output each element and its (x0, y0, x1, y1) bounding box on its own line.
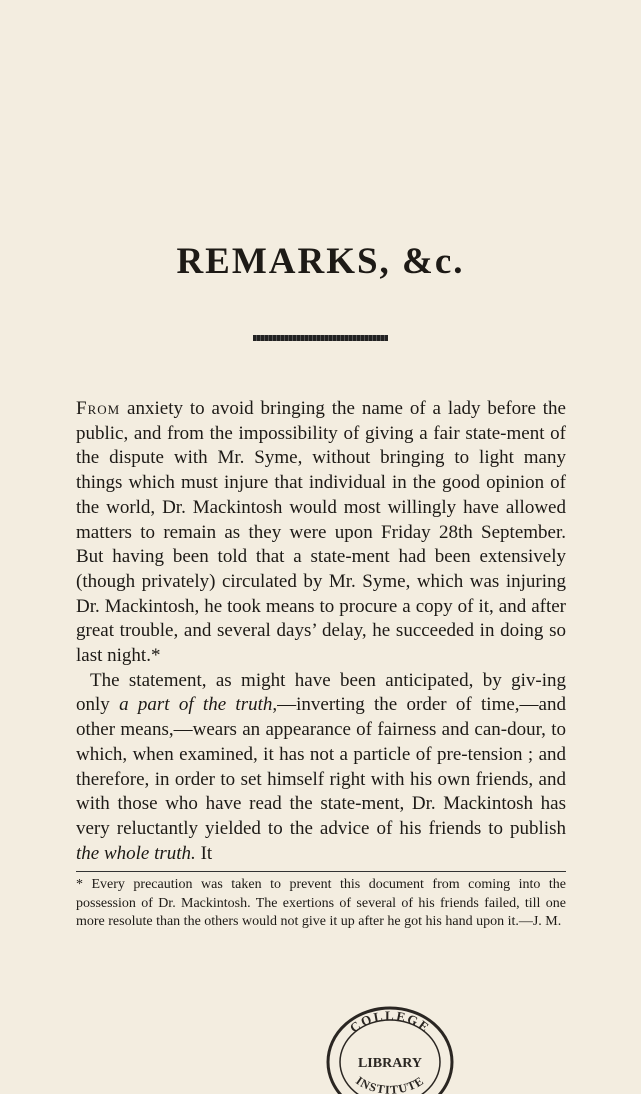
stamp-middle-text: LIBRARY (357, 1056, 423, 1071)
footnote-text: * Every precaution was taken to prevent this document from coming into the possession of Dr. Mackintosh. The exertions of several of his friends failed, till one more resolute than the others would not give it up after he got his hand upon it.—J. M. (76, 877, 566, 929)
svg-text:INSTITUTE (353, 1073, 426, 1094)
ornamental-rule (253, 335, 388, 341)
paragraph-2-text-b: ,—inverting the order of time,—and other means,—wears an appearance of fairness and can-dour, to which, when examined, it has not a particle of pre-tension ; and therefore, in order to set himself right with his own friends, and with those who have read the state-ment, Dr. Mackintosh has very reluctantly yielded to the advice of his friends to publish (76, 694, 566, 839)
paragraph-1-text: anxiety to avoid bringing the name of a lady before the public, and from the impossibility of giving a fair state-ment of the dispute with Mr. Syme, without bringing to light many things which must injure that individual in the good opinion of the world, Dr. Mackintosh would most willingly have allowed matters to remain as they were upon Friday 28th September. But having been told that a state-ment had been extensively (though privately) circulated by Mr. Syme, which was injuring Dr. Mackintosh, he took means to procure a copy of it, and after great trouble, and several days’ delay, he succeeded in doing so last night.* (76, 398, 566, 667)
svg-text:COLLEGE (347, 1008, 433, 1036)
paragraph-2-text-c: It (195, 842, 213, 864)
main-text (76, 397, 566, 866)
footnote (76, 876, 566, 932)
paragraph-2-text-a: The statement, as might have been anticipated, by giv-ing only (76, 669, 566, 716)
footnote-rule (76, 871, 566, 872)
stamp-top-text: COLLEGE (346, 1007, 434, 1036)
library-stamp (322, 998, 458, 1094)
paragraph-2 (76, 669, 566, 867)
italic-phrase-2: the whole truth. (76, 842, 196, 864)
paragraph-1 (76, 397, 566, 669)
page-heading: REMARKS, &c. (176, 241, 465, 282)
italic-phrase-1: a part of the truth (119, 694, 273, 716)
stamp-bottom-text: INSTITUTE (353, 1073, 427, 1094)
dropcap-word: From (76, 398, 121, 419)
